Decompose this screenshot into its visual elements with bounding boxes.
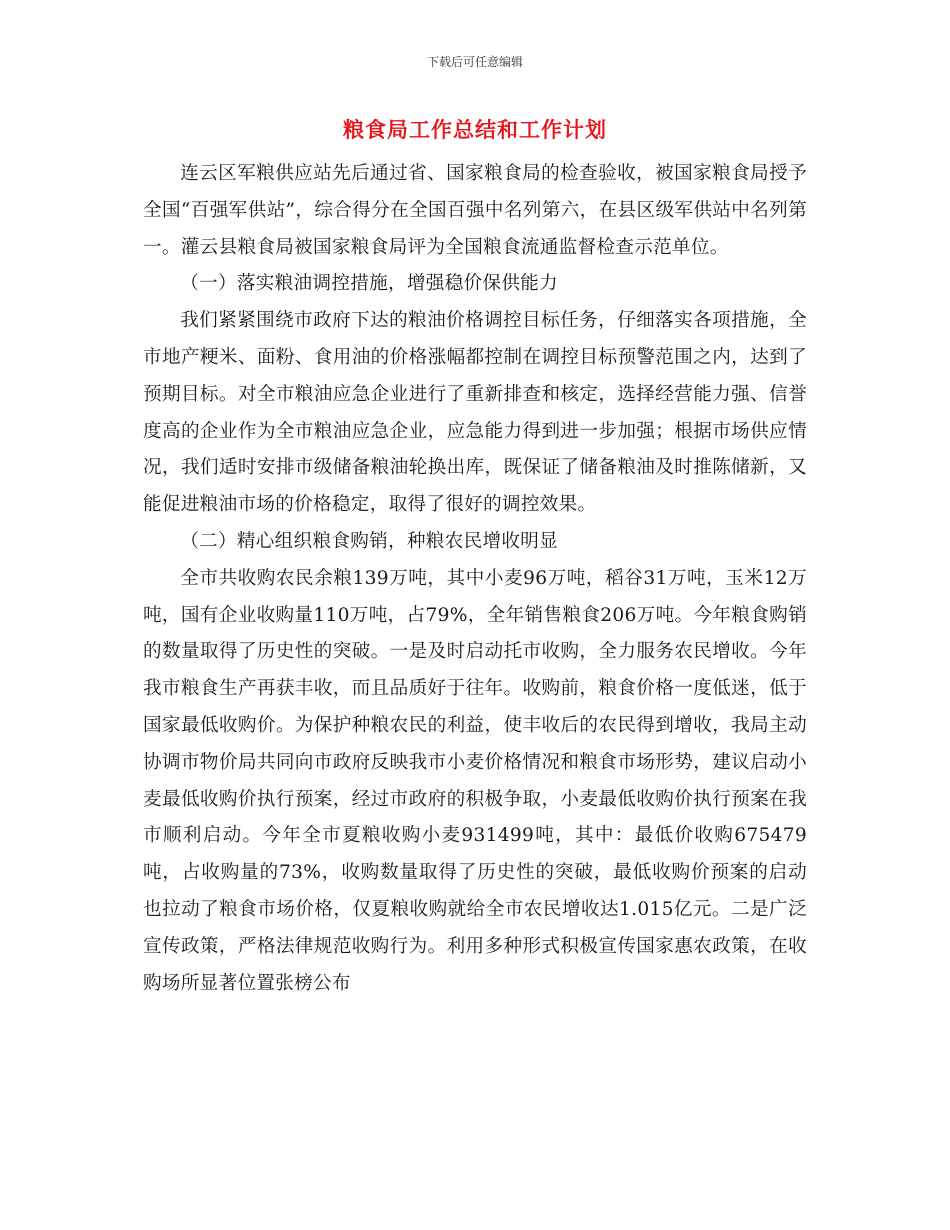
document-body xyxy=(143,156,807,1002)
document-title: 粮食局工作总结和工作计划 xyxy=(343,118,607,142)
section-heading-1: （一）落实粮油调控措施，增强稳价保供能力 xyxy=(180,273,559,295)
paragraph-section-1: 我们紧紧围绕市政府下达的粮油价格调控目标任务，仔细落实各项措施，全市地产粳米、面粉、食用油的价格涨幅都控制在调控目标预警范围之内，达到了预期目标。对全市粮油应急企业进行了重新排查和核定，选择经营能力强、信誉度高的企业作为全市粮油应急企业，应急能力得到进一步加强；根据市场供应情况，我们适时安排市级储备粮油轮换出库，既保证了储备粮油及时推陈储新，又能促进粮油市场的价格稳定，取得了很好的调控效果。 xyxy=(143,310,807,516)
paragraph-intro: 连云区军粮供应站先后通过省、国家粮食局的检查验收，被国家粮食局授予全国“百强军供站”，综合得分在全国百强中名列第六，在县区级军供站中名列第一。灌云县粮食局被国家粮食局评为全国粮食流通监督检查示范单位。 xyxy=(143,163,807,258)
paragraph-section-2: 全市共收购农民余粮139万吨，其中小麦96万吨，稻谷31万吨，玉米12万吨，国有企业收购量110万吨，占79%，全年销售粮食206万吨。今年粮食购销的数量取得了历史性的突破。一是及时启动托市收购，全力服务农民增收。今年我市粮食生产再获丰收，而且品质好于往年。收购前，粮食价格一度低迷，低于国家最低收购价。为保护种粮农民的利益，使丰收后的农民得到增收，我局主动协调市物价局共同向市政府反映我市小麦价格情况和粮食市场形势，建议启动小麦最低收购价执行预案，经过市政府的积极争取，小麦最低收购价执行预案在我市顺利启动。今年全市夏粮收购小麦931499吨，其中：最低价收购675479吨，占收购量的73%，收购数量取得了历史性的突破，最低收购价预案的启动也拉动了粮食市场价格，仅夏粮收购就给全市农民增收达1.015亿元。二是广泛宣传政策，严格法律规范收购行为。利用多种形式积极宣传国家惠农政策，在收购场所显著位置张榜公布 xyxy=(143,567,807,994)
section-heading-2: （二）精心组织粮食购销，种粮农民增收明显 xyxy=(180,530,559,552)
header-note: 下载后可任意编辑 xyxy=(426,55,523,69)
